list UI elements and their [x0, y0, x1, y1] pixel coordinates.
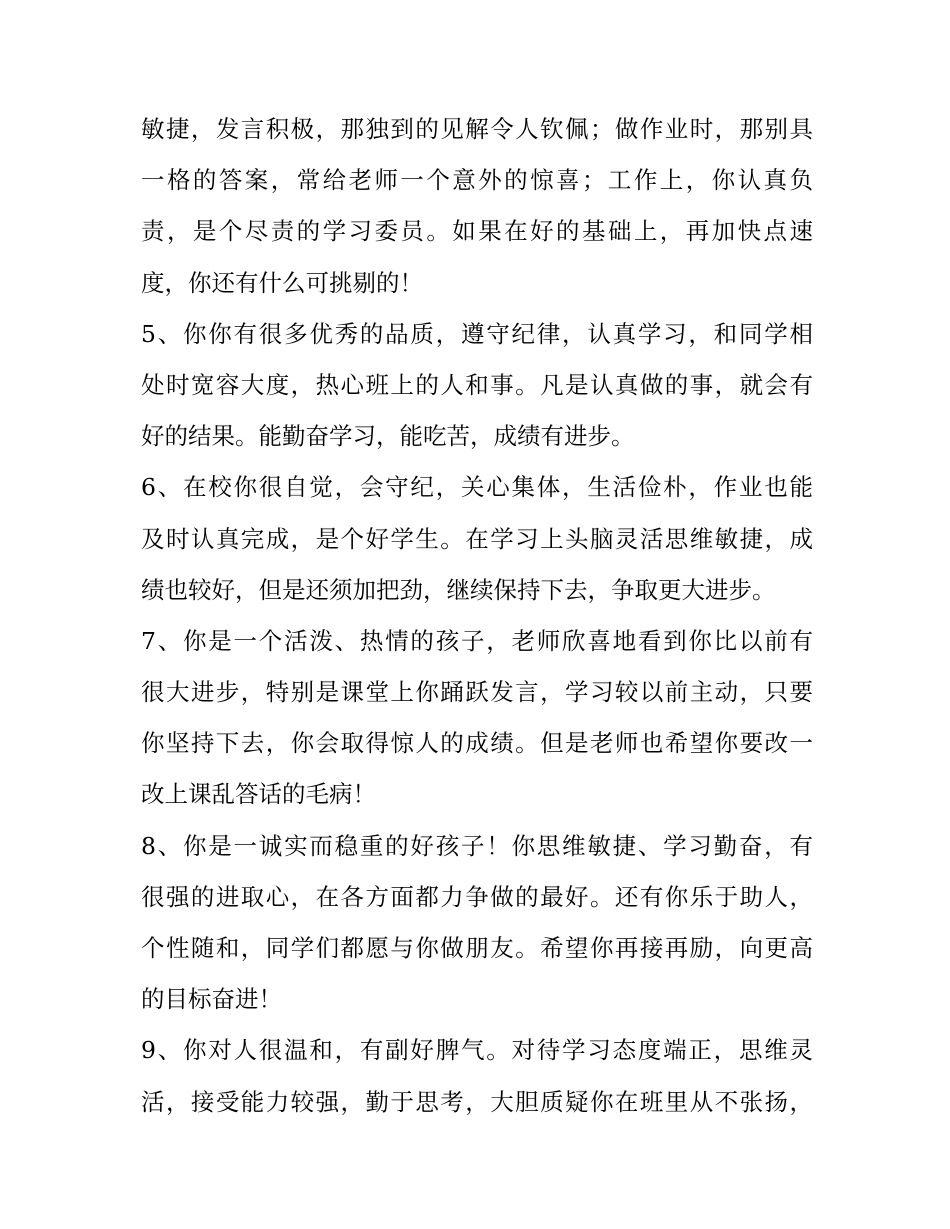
text-line: 改上课乱答话的毛病！ [141, 780, 376, 809]
text-line: 7、你是一个活泼、热情的孩子，老师欣喜地看到你比以前有 [141, 626, 813, 655]
text-line: 的目标奋进！ [141, 985, 282, 1014]
document-body [141, 104, 813, 1128]
text-line: 个性随和，同学们都愿与你做朋友。希望你再接再励，向更高 [141, 934, 813, 962]
text-line: 很大进步，特别是课堂上你踊跃发言，学习较以前主动，只要 [141, 678, 813, 707]
paragraph-item-7 [141, 616, 813, 821]
text-line: 好的结果。能勤奋学习，能吃苦，成绩有进步。 [141, 422, 635, 451]
text-line: 度，你还有什么可挑剔的！ [141, 268, 423, 297]
text-line: 9、你对人很温和，有副好脾气。对待学习态度端正，思维灵 [141, 1036, 813, 1065]
paragraph-item-8 [141, 821, 813, 1026]
text-line: 敏捷，发言积极，那独到的见解令人钦佩；做作业时，那别具 [141, 115, 813, 143]
text-line: 5、你你有很多优秀的品质，遵守纪律，认真学习，和同学相 [141, 319, 813, 348]
paragraph-item-9 [141, 1025, 813, 1127]
text-line: 责，是个尽责的学习委员。如果在好的基础上，再加快点速 [141, 217, 813, 246]
text-line: 一格的答案，常给老师一个意外的惊喜；工作上，你认真负 [141, 166, 813, 195]
text-line: 6、在校你很自觉，会守纪，关心集体，生活俭朴，作业也能 [141, 473, 813, 502]
text-line: 活，接受能力较强，勤于思考，大胆质疑你在班里从不张扬， [141, 1087, 813, 1116]
text-line: 处时宽容大度，热心班上的人和事。凡是认真做的事，就会有 [141, 370, 813, 399]
paragraph-item-5 [141, 309, 813, 463]
text-line: 你坚持下去，你会取得惊人的成绩。但是老师也希望你要改一 [141, 729, 813, 758]
text-line: 绩也较好，但是还须加把劲，继续保持下去，争取更大进步。 [141, 575, 776, 604]
text-line: 很强的进取心，在各方面都力争做的最好。还有你乐于助人， [141, 882, 813, 911]
paragraph-item-6 [141, 462, 813, 616]
paragraph-continuation [141, 104, 813, 309]
text-line: 及时认真完成，是个好学生。在学习上头脑灵活思维敏捷，成 [141, 524, 813, 553]
text-line: 8、你是一诚实而稳重的好孩子！你思维敏捷、学习勤奋，有 [141, 831, 813, 860]
